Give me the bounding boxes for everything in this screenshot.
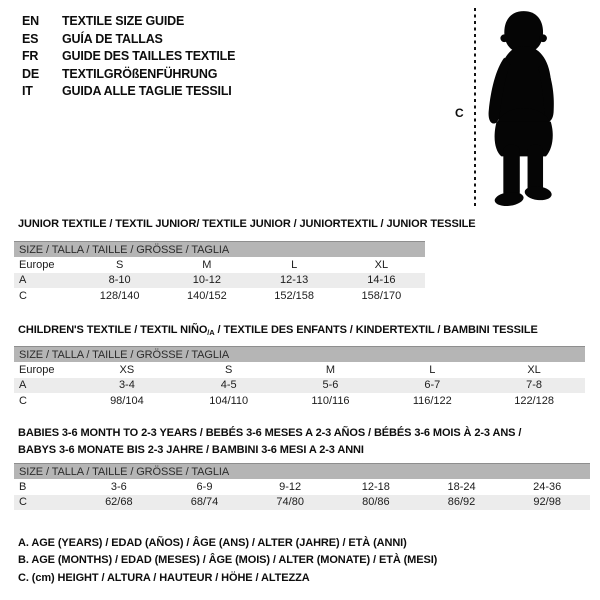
lang-code-de: DE — [22, 66, 39, 81]
table-cell: 140/152 — [186, 289, 227, 302]
children-table-title — [18, 322, 538, 339]
table-row — [14, 362, 585, 378]
height-measure-label: C — [455, 106, 464, 120]
junior-size-table — [14, 241, 425, 304]
table-row-label: Europe — [19, 258, 55, 271]
table-cell: 92/98 — [533, 496, 561, 509]
table-cell: 6-9 — [196, 480, 213, 493]
babies-title-line-1: BABIES 3-6 MONTH TO 2-3 YEARS / BEBÉS 3-6 MESES A 2-3 AÑOS / BÉBÉS 3-6 MOIS À 2-3 ANS / — [18, 427, 522, 439]
footnote-age-months: B. AGE (MONTHS) / EDAD (MESES) / ÂGE (MOIS) / ALTER (MONATE) / ETÀ (MESI) — [18, 554, 438, 567]
junior-table-title: JUNIOR TEXTILE / TEXTIL JUNIOR/ TEXTILE JUNIOR / JUNIORTEXTIL / JUNIOR TESSILE — [18, 218, 476, 230]
table-row — [14, 495, 590, 511]
table-cell: 3-4 — [118, 379, 135, 392]
table-cell: L — [429, 363, 436, 376]
height-dashed-line — [474, 8, 476, 209]
table-cell: 12-18 — [361, 480, 390, 493]
table-cell: 86/92 — [447, 496, 476, 509]
babies-size-table — [14, 463, 590, 510]
table-cell: S — [225, 363, 233, 376]
baby-silhouette-icon — [483, 6, 575, 211]
table-cell: M — [325, 363, 336, 376]
table-row — [14, 479, 590, 495]
table-cell: 62/68 — [105, 496, 133, 509]
table-row-label: A — [19, 274, 27, 287]
table-cell: S — [115, 258, 124, 271]
table-cell: 14-16 — [367, 274, 396, 287]
babies-table-title — [18, 425, 521, 459]
table-cell: 98/104 — [110, 394, 144, 407]
table-row — [14, 257, 425, 273]
children-title-subscript: /A — [207, 328, 215, 337]
table-cell: 128/140 — [99, 289, 140, 302]
lang-title-en: TEXTILE SIZE GUIDE — [62, 14, 185, 28]
footnote-age-years: A. AGE (YEARS) / EDAD (AÑOS) / ÂGE (ANS) / ALTER (JAHRE) / ETÀ (ANNI) — [18, 537, 407, 549]
table-cell: 152/158 — [274, 289, 314, 302]
table-row — [14, 288, 425, 304]
table-cell: 8-10 — [108, 274, 131, 287]
height-measure-figure — [453, 5, 598, 213]
table-cell: 6-7 — [424, 379, 441, 392]
table-cell: 74/80 — [276, 496, 304, 509]
table-row-label: Europe — [19, 363, 55, 376]
lang-code-it: IT — [22, 84, 33, 99]
table-row — [14, 393, 585, 409]
table-cell: 24-36 — [533, 480, 562, 493]
lang-title-es: GUÍA DE TALLAS — [62, 31, 163, 46]
table-cell: 116/122 — [412, 394, 452, 407]
children-title-before: CHILDREN'S TEXTILE / TEXTIL NIÑO — [18, 324, 208, 336]
language-legend — [22, 13, 235, 101]
table-cell: 158/170 — [361, 289, 402, 302]
babies-title-line-2: BABYS 3-6 MONATE BIS 2-3 JAHRE / BAMBINI 3-6 MESI A 2-3 ANNI — [18, 444, 364, 456]
size-header-band: SIZE / TALLA / TAILLE / GRÖSSE / TAGLIA — [14, 463, 590, 479]
table-cell: XS — [119, 363, 135, 376]
table-cell: M — [202, 258, 212, 271]
lang-code-es: ES — [22, 31, 39, 46]
children-size-table — [14, 346, 585, 409]
table-row — [14, 273, 425, 289]
table-row-label: A — [19, 379, 27, 392]
table-row-label: C — [19, 394, 27, 407]
table-cell: XL — [527, 363, 541, 376]
table-cell: 7-8 — [526, 379, 543, 392]
table-cell: 12-13 — [280, 274, 309, 287]
table-cell: 80/86 — [362, 496, 390, 509]
lang-code-en: EN — [22, 14, 39, 28]
lang-title-de: TEXTILGRÖßENFÜHRUNG — [62, 66, 218, 81]
lang-code-fr: FR — [22, 49, 39, 64]
table-cell: 18-24 — [447, 480, 476, 493]
table-row-label: B — [19, 480, 27, 493]
footnotes — [18, 535, 437, 587]
table-cell: 10-12 — [192, 274, 221, 287]
table-cell: 9-12 — [279, 480, 302, 493]
footnote-height-cm: C. (cm) HEIGHT / ALTURA / HAUTEUR / HÖHE / ALTEZZA — [18, 571, 310, 584]
table-cell: L — [291, 258, 298, 271]
children-title-after: / TEXTILE DES ENFANTS / KINDERTEXTIL / BAMBINI TESSILE — [214, 324, 538, 336]
table-cell: 110/116 — [311, 394, 350, 407]
table-cell: 104/110 — [209, 394, 249, 407]
size-header-band: SIZE / TALLA / TAILLE / GRÖSSE / TAGLIA — [14, 241, 425, 257]
table-cell: 122/128 — [514, 394, 554, 407]
table-row-label: C — [19, 496, 27, 509]
size-header-band: SIZE / TALLA / TAILLE / GRÖSSE / TAGLIA — [14, 346, 585, 362]
table-row-label: C — [19, 289, 27, 302]
table-cell: 4-5 — [220, 379, 237, 392]
table-cell: XL — [374, 258, 389, 271]
table-cell: 3-6 — [110, 480, 127, 493]
table-cell: 68/74 — [190, 496, 219, 509]
table-cell: 5-6 — [322, 379, 339, 392]
lang-title-it: GUIDA ALLE TAGLIE TESSILI — [62, 84, 232, 99]
lang-title-fr: GUIDE DES TAILLES TEXTILE — [62, 49, 236, 64]
table-row — [14, 378, 585, 394]
